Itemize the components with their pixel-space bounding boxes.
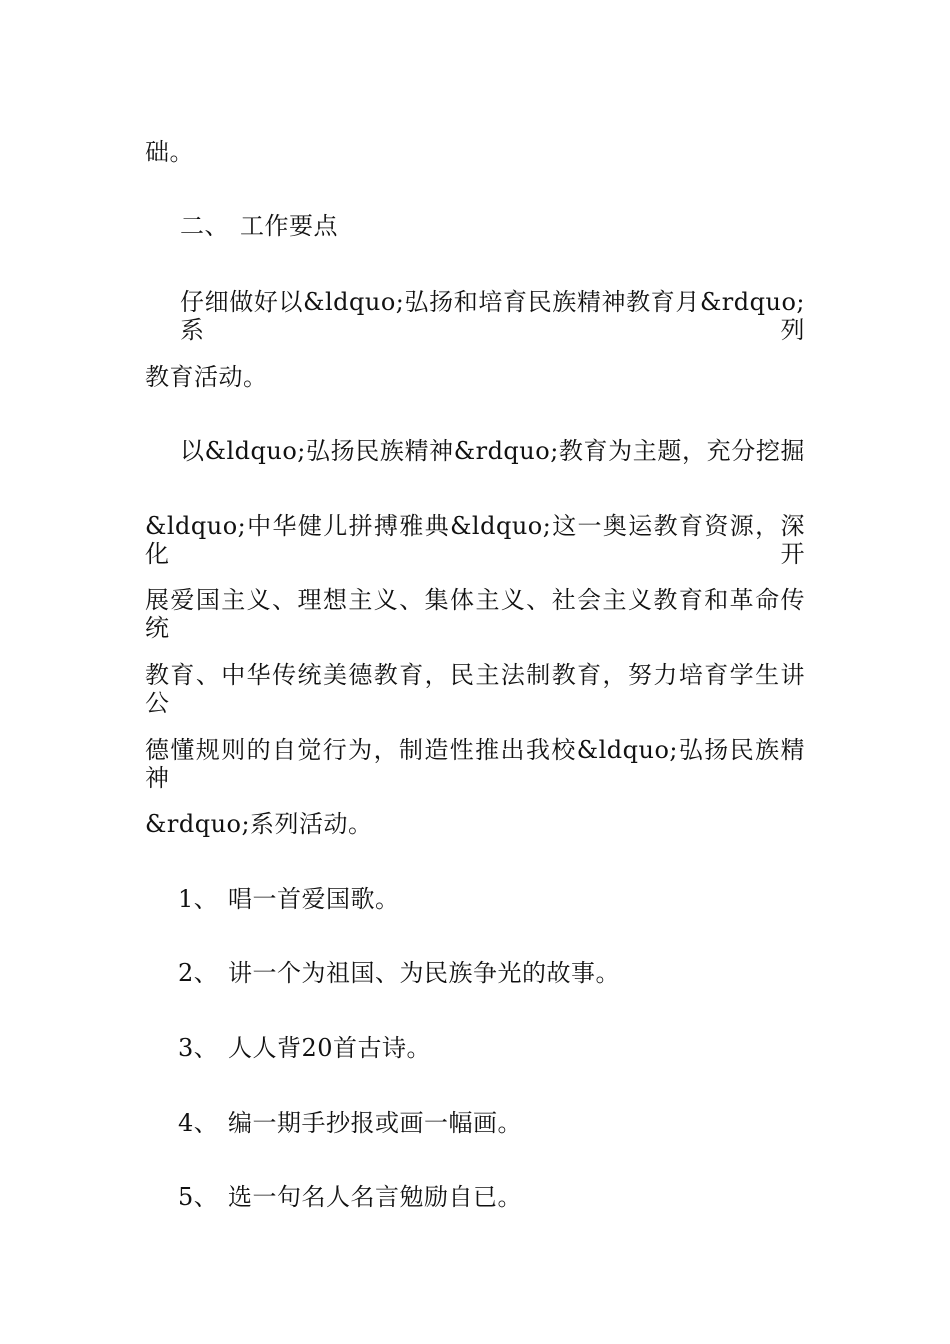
section-heading: 工作要点	[240, 212, 338, 240]
list-item-number: 2、	[178, 959, 219, 987]
paragraph-line: 教育活动。	[145, 363, 268, 391]
paragraph-line: 德懂规则的自觉行为，制造性推出我校&ldquo;弘扬民族精神	[145, 736, 805, 792]
paragraph-line: 展爱国主义、理想主义、集体主义、社会主义教育和革命传统	[145, 586, 805, 642]
list-item: 唱一首爱国歌。	[228, 885, 400, 913]
list-item-number: 1、	[178, 885, 219, 913]
list-item-number: 5、	[178, 1183, 219, 1211]
list-item-number: 4、	[178, 1109, 219, 1137]
list-item: 选一句名人名言勉励自已。	[228, 1183, 522, 1211]
paragraph-line: &ldquo;中华健儿拼搏雅典&ldquo;这一奥运教育资源，深化开	[145, 512, 805, 568]
list-item: 编一期手抄报或画一幅画。	[228, 1109, 522, 1137]
list-item: 人人背20首古诗。	[228, 1034, 432, 1062]
paragraph-line: &rdquo;系列活动。	[145, 810, 373, 838]
paragraph-line: 仔细做好以&ldquo;弘扬和培育民族精神教育月&rdquo;系列	[180, 288, 805, 344]
list-item: 讲一个为祖国、为民族争光的故事。	[228, 959, 620, 987]
section-number: 二、	[180, 212, 229, 240]
paragraph-line: 教育、中华传统美德教育，民主法制教育，努力培育学生讲公	[145, 661, 805, 717]
list-item-number: 3、	[178, 1034, 219, 1062]
paragraph-continuation: 础。	[145, 138, 194, 166]
paragraph-line: 以&ldquo;弘扬民族精神&rdquo;教育为主题，充分挖掘	[180, 437, 805, 465]
